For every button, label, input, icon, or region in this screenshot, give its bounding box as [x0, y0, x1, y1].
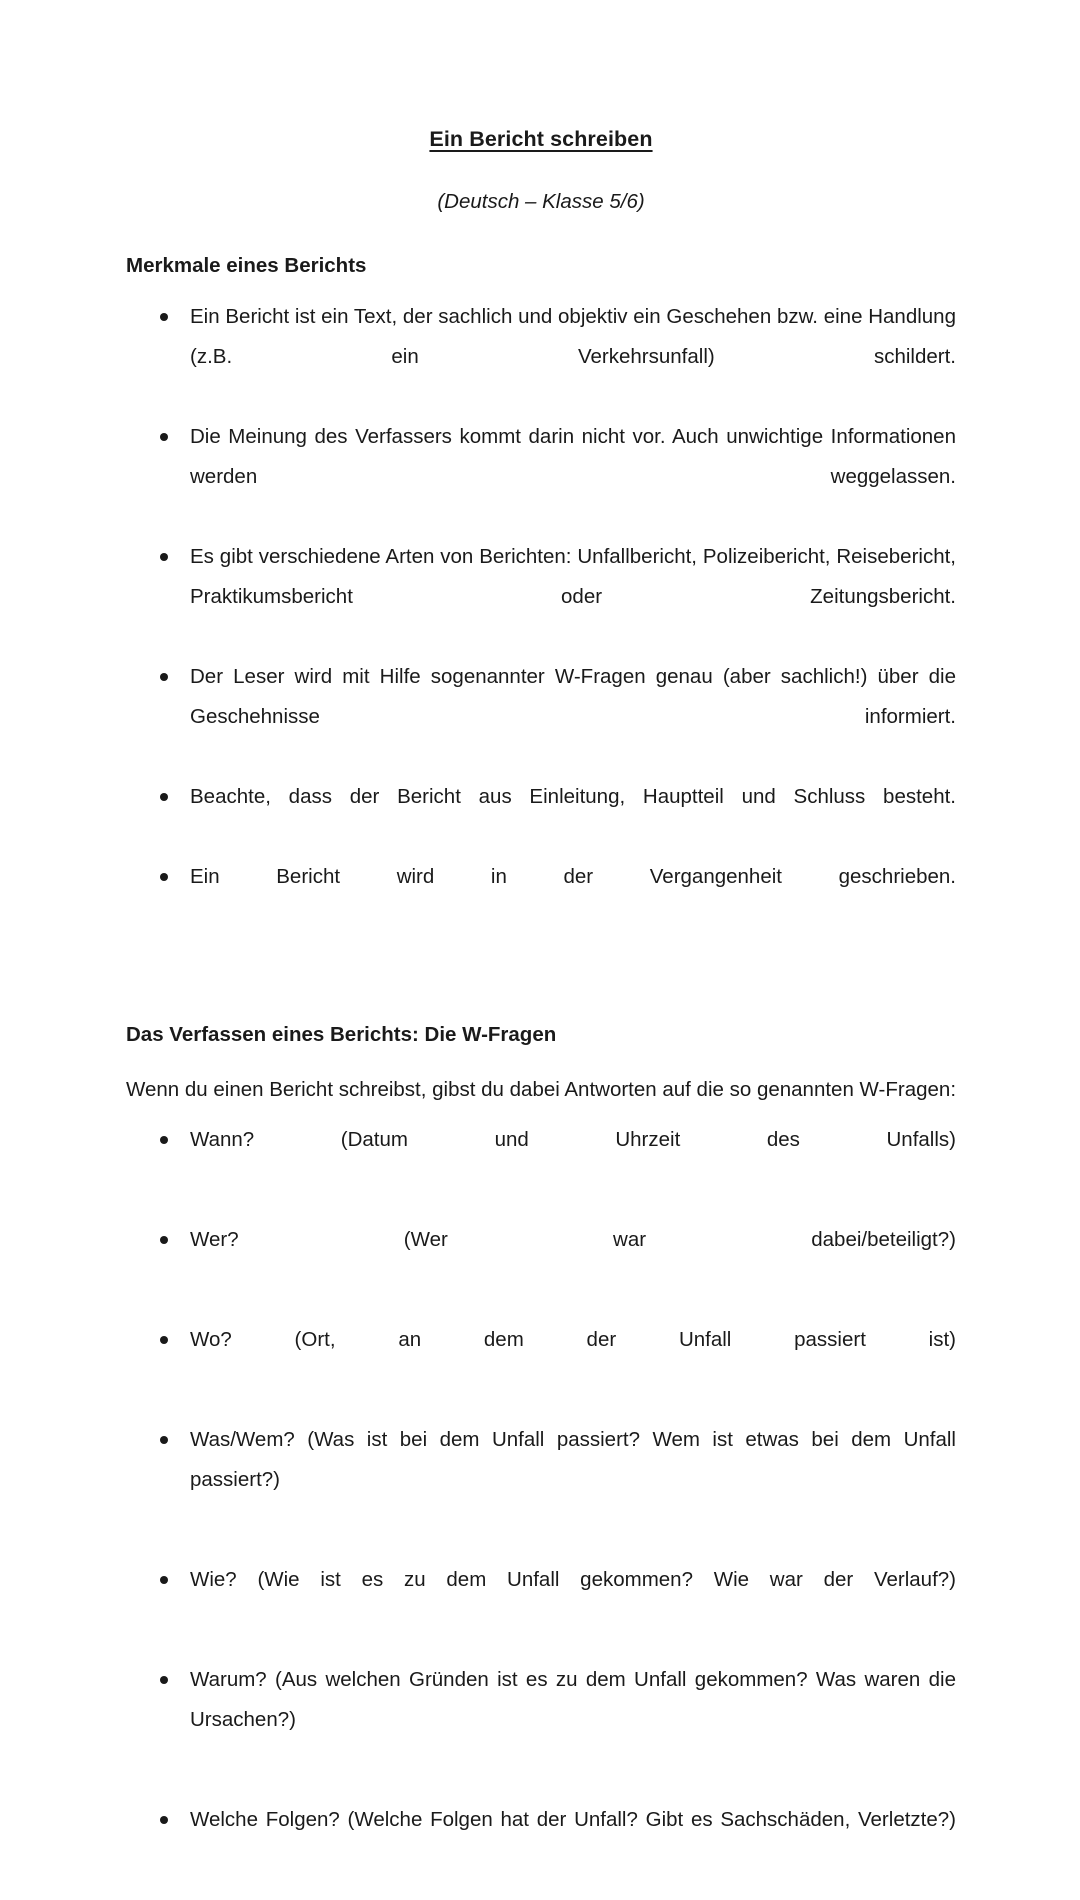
section-heading-wfragen: Das Verfassen eines Berichts: Die W-Fragen [126, 1022, 557, 1046]
wfragen-intro-paragraph: Wenn du einen Bericht schreibst, gibst du dabei Antworten auf die so genannten W-Fragen: [126, 1078, 957, 1102]
list-item-text: Was/Wem? (Was ist bei dem Unfall passiert? Wem ist etwas bei dem Unfall passiert?) [190, 1427, 956, 1491]
page-subtitle: (Deutsch – Klasse 5/6) [437, 189, 645, 213]
bullet-dot-icon [160, 1676, 168, 1684]
page-title [126, 0, 956, 154]
list-item [126, 1120, 956, 1200]
list-item [126, 777, 956, 857]
list-item [126, 857, 956, 937]
list-item-text: Warum? (Aus welchen Gründen ist es zu dem Unfall gekommen? Was waren die Ursachen?) [190, 1667, 956, 1731]
section-heading-merkmale: Merkmale eines Berichts [126, 253, 367, 277]
page-title-text: Ein Bericht schreiben [429, 127, 653, 151]
list-item-text: Die Meinung des Verfassers kommt darin nicht vor. Auch unwichtige Informationen werden weggelassen. [190, 425, 956, 489]
list-item [126, 1560, 956, 1640]
list-item-text: Wann? (Datum und Uhrzeit des Unfalls) [190, 1128, 956, 1152]
wfragen-bullet-list [126, 1104, 956, 1880]
bullet-dot-icon [160, 873, 168, 881]
list-item-text: Welche Folgen? (Welche Folgen hat der Unfall? Gibt es Sachschäden, Verletzte?) [190, 1807, 956, 1831]
bullet-dot-icon [160, 1336, 168, 1344]
list-item-text: Es gibt verschiedene Arten von Berichten: Unfallbericht, Polizeibericht, Reisebericht, Praktikumsbericht oder Zeitungsbericht. [190, 545, 956, 609]
list-item [126, 1660, 956, 1780]
bullet-dot-icon [160, 793, 168, 801]
list-item [126, 417, 956, 537]
bullet-dot-icon [160, 1576, 168, 1584]
list-item-text: Wer? (Wer war dabei/beteiligt?) [190, 1228, 956, 1252]
bullet-dot-icon [160, 673, 168, 681]
bullet-dot-icon [160, 313, 168, 321]
list-item-text: Wo? (Ort, an dem der Unfall passiert ist) [190, 1327, 956, 1351]
list-item-text: Der Leser wird mit Hilfe sogenannter W-Fragen genau (aber sachlich!) über die Geschehnisse informiert. [190, 664, 956, 728]
list-item [126, 1220, 956, 1300]
document-content [126, 0, 956, 1900]
bullet-dot-icon [160, 433, 168, 441]
list-item [126, 1320, 956, 1400]
bullet-dot-icon [160, 1436, 168, 1444]
bullet-dot-icon [160, 1136, 168, 1144]
list-item [126, 1420, 956, 1540]
list-item [126, 537, 956, 657]
merkmale-bullet-list [126, 279, 956, 937]
bullet-dot-icon [160, 1236, 168, 1244]
bullet-dot-icon [160, 1816, 168, 1824]
list-item-text: Ein Bericht wird in der Vergangenheit geschrieben. [190, 864, 956, 888]
list-item-text: Ein Bericht ist ein Text, der sachlich und objektiv ein Geschehen bzw. eine Handlung (z.B. ein Verkehrsunfall) schildert. [190, 305, 956, 369]
list-item-text: Wie? (Wie ist es zu dem Unfall gekommen? Wie war der Verlauf?) [190, 1567, 956, 1591]
list-item [126, 1800, 956, 1880]
bullet-dot-icon [160, 553, 168, 561]
list-item-text: Beachte, dass der Bericht aus Einleitung, Hauptteil und Schluss besteht. [190, 784, 956, 808]
list-item [126, 657, 956, 777]
list-item [126, 297, 956, 417]
